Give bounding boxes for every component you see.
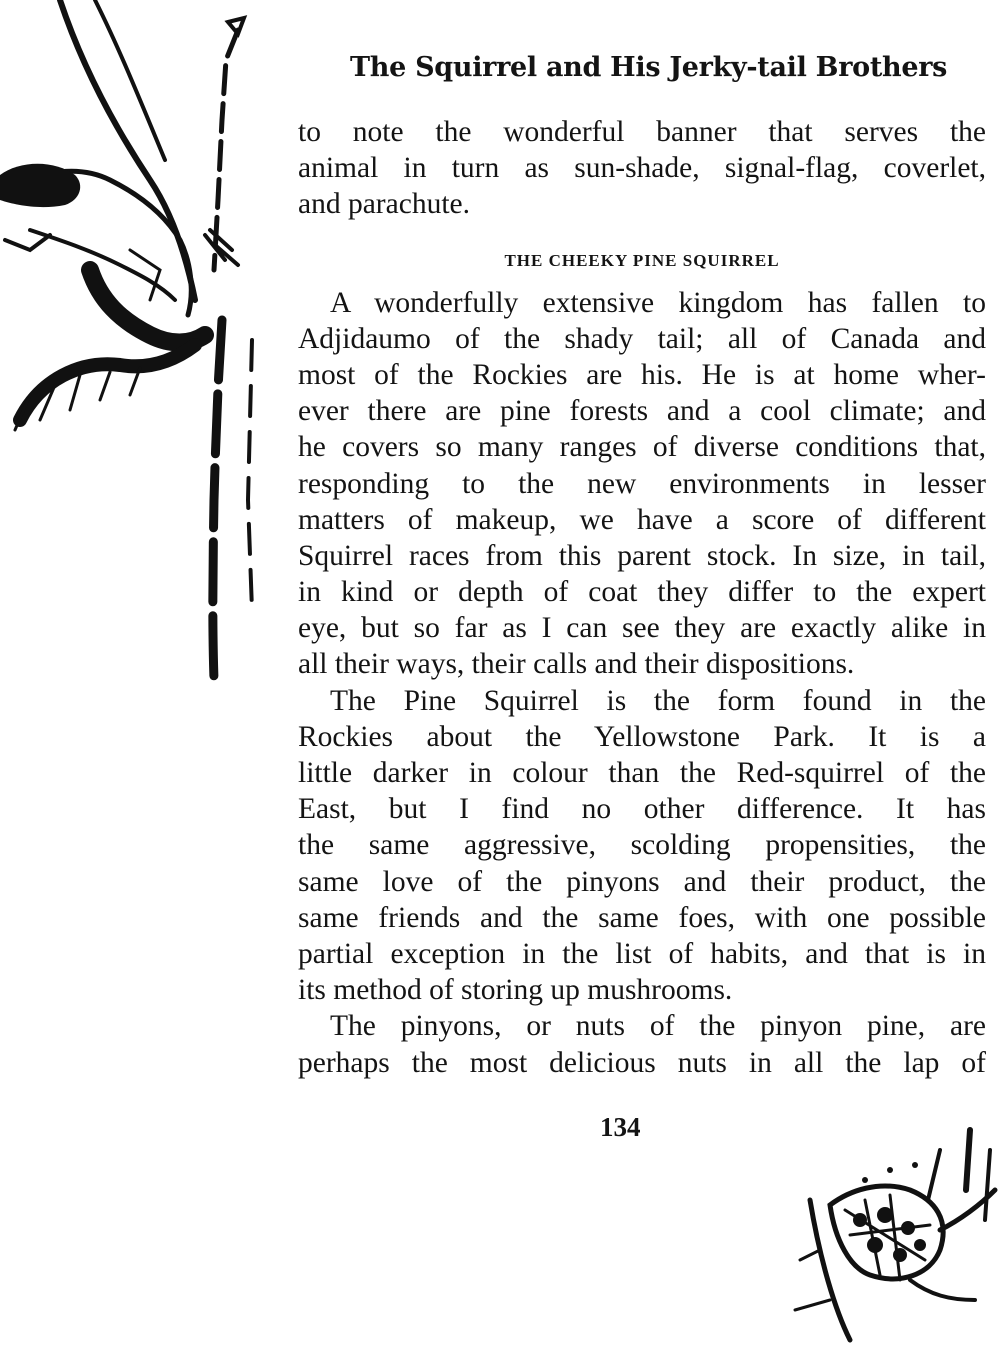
text-line: ever there are pine forests and a cool climate; and — [298, 395, 986, 428]
text-line: matters of makeup, we have a score of different — [298, 503, 986, 536]
text-line: same friends and the same foes, with one possible — [298, 901, 986, 934]
squirrel-illustration — [0, 0, 270, 700]
section-heading: THE CHEEKY PINE SQUIRREL — [504, 250, 780, 270]
pine-cone-illustration — [790, 1110, 1000, 1347]
body-text — [298, 114, 986, 1081]
text-line: Squirrel races from this parent stock. In size, in tail, — [298, 539, 986, 572]
text-line: all their ways, their calls and their dispositions. — [298, 648, 855, 681]
text-line: animal in turn as sun-shade, signal-flag, coverlet, — [298, 152, 986, 185]
text-line: the same aggressive, scolding propensities, the — [298, 829, 986, 862]
text-line: to note the wonderful banner that serves the — [298, 116, 986, 148]
text-line: perhaps the most delicious nuts in all the lap of — [298, 1046, 986, 1079]
text-line: Adjidaumo of the shady tail; all of Canada and — [298, 322, 986, 355]
page-number: 134 — [600, 1112, 641, 1142]
text-line: Rockies about the Yellowstone Park. It is a — [298, 720, 986, 753]
text-line: most of the Rockies are his. He is at home wher- — [298, 358, 986, 391]
text-line: eye, but so far as I can see they are exactly alike in — [298, 612, 986, 645]
text-line: same love of the pinyons and their product, the — [298, 865, 986, 898]
running-header: The Squirrel and His Jerky-tail Brothers — [350, 52, 948, 83]
text-line: he covers so many ranges of diverse conditions that, — [298, 431, 986, 464]
text-line: East, but I find no other difference. It has — [298, 793, 986, 826]
text-line: The Pine Squirrel is the form found in the — [330, 684, 986, 717]
text-line: little darker in colour than the Red-squirrel of the — [298, 757, 986, 789]
text-line: and parachute. — [298, 188, 470, 221]
text-line: responding to the new environments in lesser — [298, 467, 986, 500]
text-line: The pinyons, or nuts of the pinyon pine, are — [330, 1010, 986, 1043]
text-line: partial exception in the list of habits, and that is in — [298, 937, 986, 970]
text-line: in kind or depth of coat they differ to the expert — [298, 576, 986, 609]
text-line: A wonderfully extensive kingdom has fallen to — [330, 286, 986, 319]
text-line: its method of storing up mushrooms. — [298, 974, 733, 1007]
